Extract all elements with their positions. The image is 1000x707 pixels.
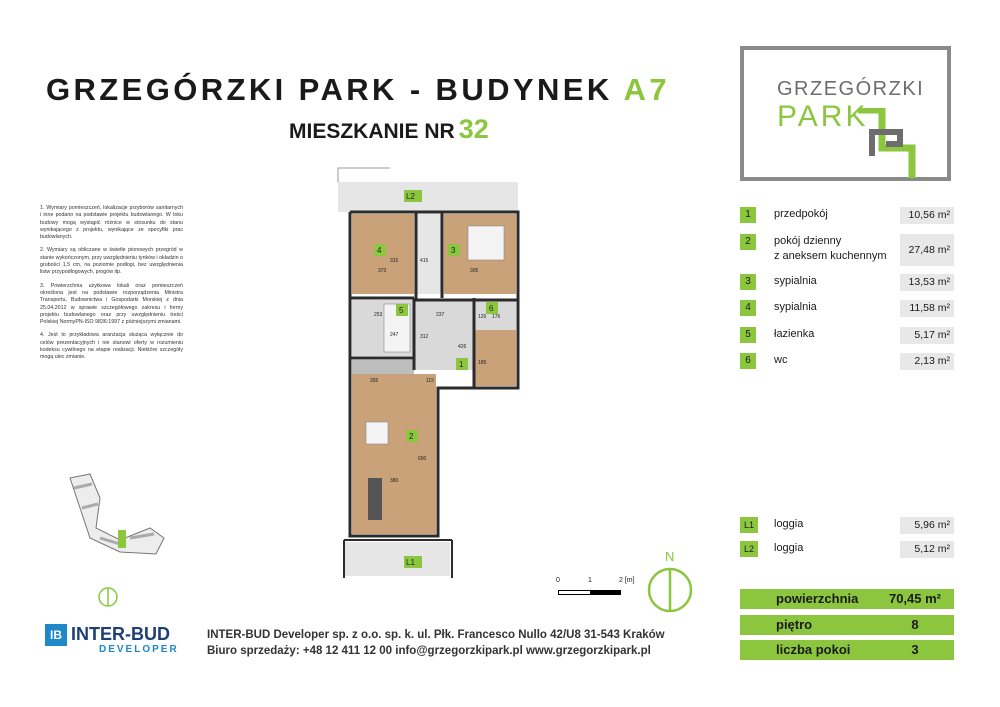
room-name: sypialnia [774,275,817,287]
summary-rooms [740,640,954,660]
plan-label-6: 6 [489,304,494,313]
summary-label: piętro [776,617,813,632]
room-area: 13,53 m² [900,274,954,291]
bed [468,226,504,260]
dim-5: 253 [374,312,383,318]
dim-8: 126 [478,314,487,320]
kitchen-counter [352,360,414,374]
compass-icon [646,566,694,614]
apartment-subtitle [289,114,489,145]
loggia-badge: L1 [740,517,758,533]
dim-12: 265 [370,378,379,384]
loggia-row-L1 [740,517,954,533]
apartment-label: MIESZKANIE NR [289,120,455,143]
dim-4: 415 [420,258,429,264]
logo-line2: PARK [777,100,869,133]
summary-label: liczba pokoi [776,642,851,657]
plan-label-4: 4 [377,246,382,255]
dim-16: 247 [390,332,399,338]
company-logo-name: INTER-BUD [71,624,170,644]
apartment-number: 32 [458,114,489,144]
notes-block [40,205,183,368]
note-2: 2. Wymiary są obliczane w świetle pionowych przegród w stanie wykończonym, przy uwzględnieniu tynków i okładzin o grubości 1,5 cm, na poziomie podłogi, bez uwzględnienia listw przypodłogowych, progów itp. [40,247,183,276]
loggia-name: loggia [774,518,804,530]
dim-3: 315 [390,258,399,264]
key-plan-apartment-marker [118,530,126,548]
room-badge: 3 [740,274,756,290]
plan-label-L2: L2 [406,192,415,201]
room-badge: 6 [740,353,756,369]
wardrobe-area [414,214,444,294]
summary-value: 3 [911,642,919,657]
loggia-area: 5,96 m² [900,517,954,534]
dim-11: 185 [478,360,487,366]
room-1-floor-ext [474,330,516,386]
plan-label-L1: L1 [406,558,415,567]
logo-line1: GRZEGÓRZKI [777,78,925,100]
loggia-row-L2 [740,541,954,557]
sofa [368,478,382,520]
room-badge: 4 [740,300,756,316]
scale-tick-0: 0 [556,577,560,584]
room-row-2 [740,234,954,266]
plan-label-1: 1 [459,360,464,369]
loggia-L2-area [338,182,518,212]
room-name: przedpokój [774,208,828,220]
company-contact: Biuro sprzedaży: +48 12 411 12 00 info@grzegorzkipark.pl www.grzegorzkipark.pl [207,645,651,657]
loggia-badge: L2 [740,541,758,557]
dim-14: 380 [390,478,399,484]
summary-value: 8 [911,617,919,632]
floor-plan [330,160,530,580]
plan-label-2: 2 [409,432,414,441]
room-badge: 5 [740,327,756,343]
table [366,422,388,444]
plan-label-3: 3 [451,246,456,255]
loggia-L1-area [344,542,450,576]
compass-label: N [665,549,675,564]
room-name: łazienka [774,328,815,340]
room-row-3 [740,274,954,290]
dim-13: 115 [426,378,434,384]
dim-9: 426 [458,344,467,350]
loggia-area: 5,12 m² [900,541,954,558]
note-4: 4. Jest to przykładowa aranżacja służąca wyłącznie do celów prezentacyjnych i nie stanowi oferty w rozumieniu kodeksu cywilnego na etapie realizacji. Niektóre szczegóły mogą ulec zmianie. [40,332,183,361]
room-row-5 [740,327,954,343]
room-2-floor [352,374,436,534]
room-name: wc [774,354,788,366]
company-logo-badge: IB [45,624,67,646]
room-name: pokój dzienny z aneksem kuchennym [774,235,887,262]
room-area: 11,58 m² [900,300,954,317]
dim-15: 690 [418,456,427,462]
dim-10: 312 [420,334,429,340]
summary-value: 70,45 m² [888,591,942,606]
building-key-plan [60,468,170,558]
summary-label: powierzchnia [776,591,859,606]
logo-emblem [856,108,918,180]
note-3: 3. Powierzchnia użytkowa lokali oraz pomieszczeń określona jest na podstawie rozporządzenia Ministra Transportu, Budownictwa i Gospodarki Morskiej z dnia 25.04.2012 w sprawie szczegółowego zakresu i formy projektu budowlanego oraz przy uwzględnieniu treści Polskiej NormyPN-ISO 9836:1997 z późniejszymi zmianami. [40,282,183,326]
scale-tick-1: 1 [588,577,592,584]
dim-7: 176 [492,314,501,320]
room-area: 2,13 m² [900,353,954,370]
company-logo-sub: DEVELOPER [99,644,179,655]
summary-floor [740,615,954,635]
dim-6: 237 [436,312,445,318]
room-row-6 [740,353,954,369]
plan-label-5: 5 [399,306,404,315]
scale-tick-2: 2 [m] [619,577,635,584]
scale-bar-white [558,590,591,595]
dim-2: 305 [470,268,479,274]
scale-bar-black [590,590,621,595]
room-row-4 [740,300,954,316]
room-area: 5,17 m² [900,327,954,344]
room-badge: 1 [740,207,756,223]
room-row-1 [740,207,954,223]
dim-1: 373 [378,268,387,274]
note-1: 1. Wymiary pomieszczeń, lokalizacje przyborów sanitarnych i inne podano na podstawie projektu budowlanego. W toku budowy mogą wystąpić różnice w stosunku do stanu wynikającego z projektu, wynikające ze specyfiki prac budowlanych. [40,205,183,241]
title-building: A7 [623,72,670,107]
company-address: INTER-BUD Developer sp. z o.o. sp. k. ul. Płk. Francesco Nullo 42/U8 31-543 Kraków [207,629,665,641]
room-area: 10,56 m² [900,207,954,224]
room-name: sypialnia [774,301,817,313]
title-main: GRZEGÓRZKI PARK - BUDYNEK [46,72,613,107]
page-title [46,72,670,108]
small-compass-icon [96,585,120,609]
loggia-name: loggia [774,542,804,554]
room-badge: 2 [740,234,756,250]
room-area: 27,48 m² [900,234,954,266]
summary-area [740,589,954,609]
